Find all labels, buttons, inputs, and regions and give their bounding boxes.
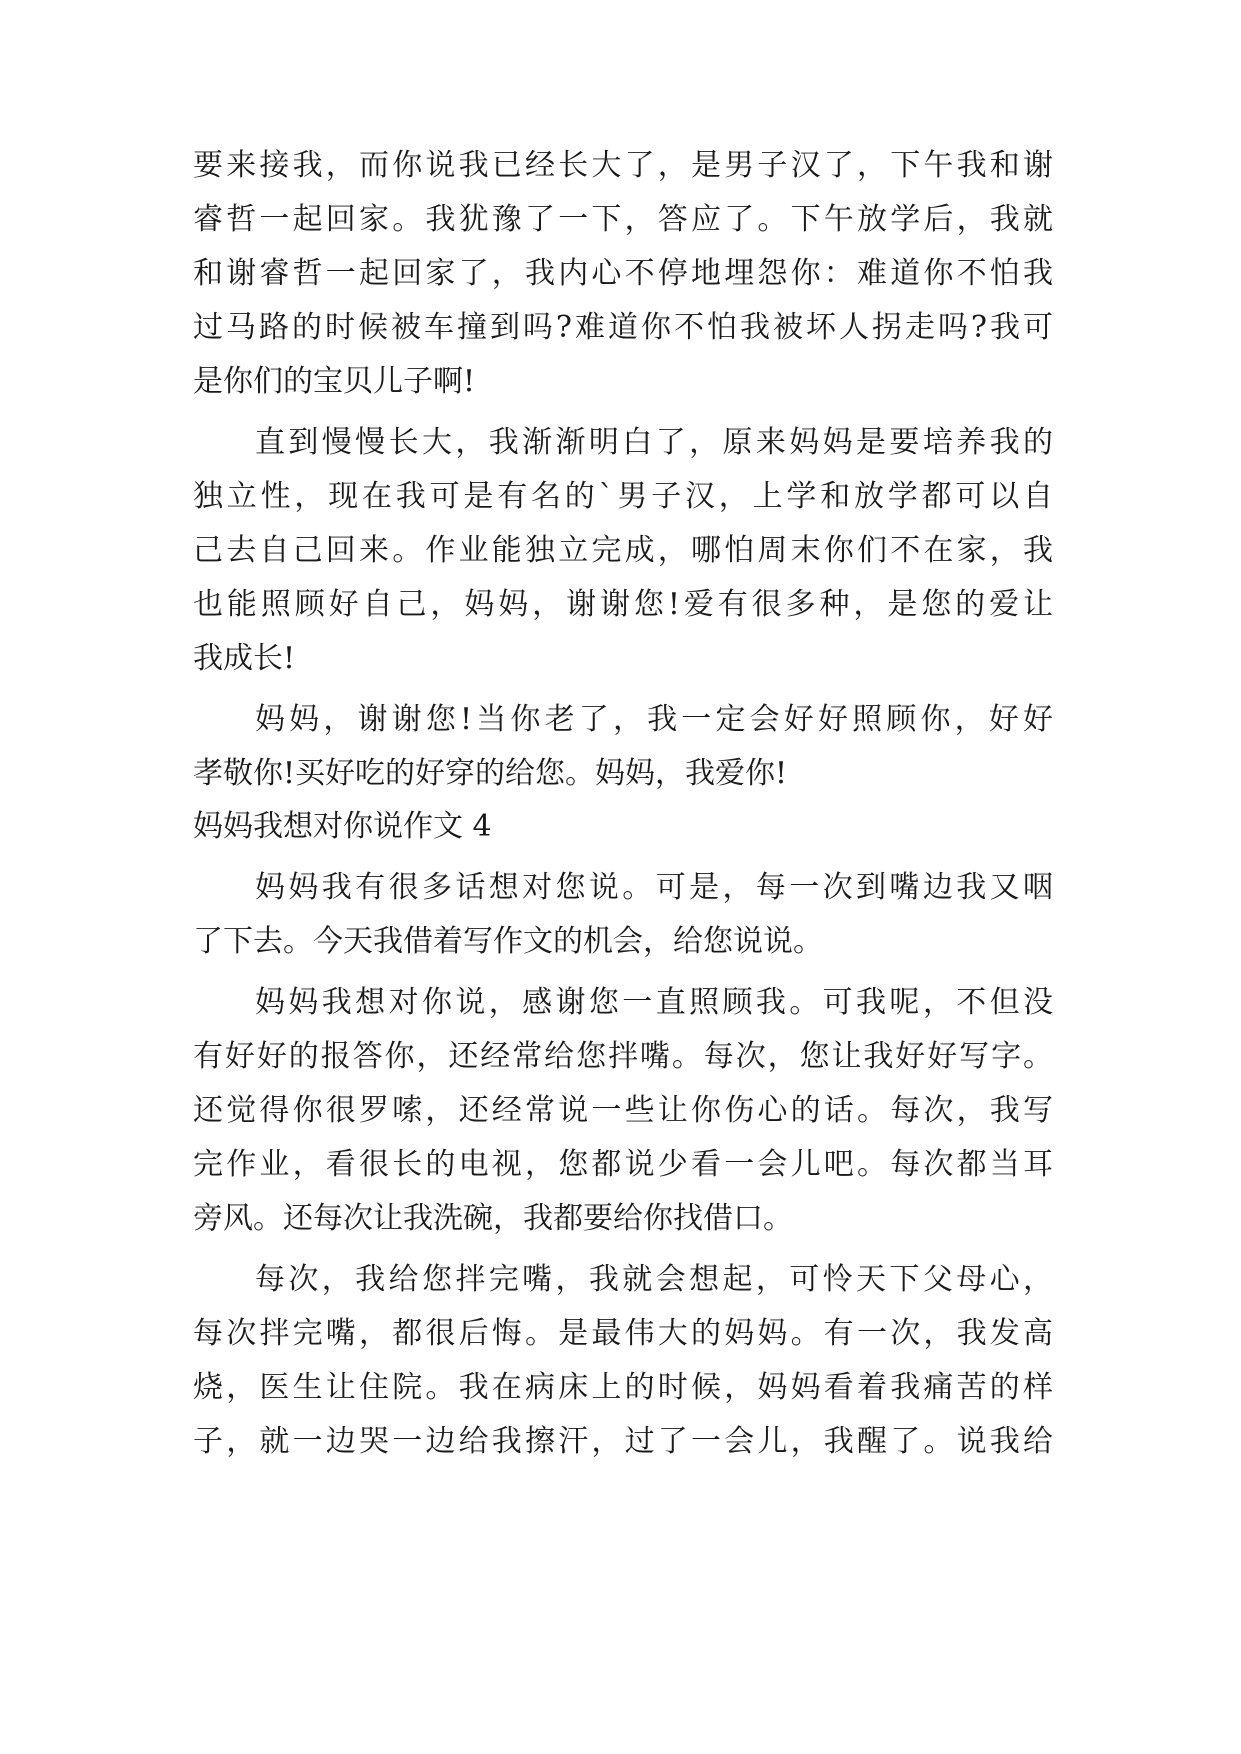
text-line: 有好好的报答你，还经常给您拌嘴。每次，您让我好好写字。 [193,1039,1053,1074]
text-line: 也能照顾好自己，妈妈，谢谢您!爱有很多种，是您的爱让 [193,587,1053,622]
text-line: 烧，医生让住院。我在病床上的时候，妈妈看着我痛苦的样 [193,1370,1053,1405]
text-line: 要来接我，而你说我已经长大了，是男子汉了，下午我和谢 [193,148,1053,183]
text-line: 了下去。今天我借着写作文的机会，给您说说。 [193,924,823,959]
text-line: 孝敬你!买好吃的好穿的给您。妈妈，我爱你! [193,756,788,791]
paragraph-first-line: 妈妈我想对你说，感谢您一直照顾我。可我呢，不但没 [255,985,1053,1020]
text-line: 和谢睿哲一起回家了，我内心不停地埋怨你：难道你不怕我 [193,256,1053,291]
text-line: 每次拌完嘴，都很后悔。是最伟大的妈妈。有一次，我发高 [193,1316,1053,1351]
text-line: 己去自己回来。作业能独立完成，哪怕周末你们不在家，我 [193,533,1053,568]
text-line: 我成长! [193,641,296,676]
paragraph-first-line: 妈妈我有很多话想对您说。可是，每一次到嘴边我又咽 [255,870,1053,905]
text-line: 独立性，现在我可是有名的`男子汉，上学和放学都可以自 [193,479,1053,514]
text-line: 子，就一边哭一边给我擦汗，过了一会儿，我醒了。说我给 [193,1424,1053,1459]
text-line: 睿哲一起回家。我犹豫了一下，答应了。下午放学后，我就 [193,202,1053,237]
text-line: 还觉得你很罗嗦，还经常说一些让你伤心的话。每次，我写 [193,1093,1053,1128]
text-line: 是你们的宝贝儿子啊! [193,364,476,399]
text-line: 过马路的时候被车撞到吗?难道你不怕我被坏人拐走吗?我可 [193,310,1053,345]
paragraph-first-line: 每次，我给您拌完嘴，我就会想起，可怜天下父母心， [255,1262,1053,1297]
section-heading: 妈妈我想对你说作文 4 [193,809,492,844]
paragraph-first-line: 妈妈，谢谢您!当你老了，我一定会好好照顾你，好好 [255,702,1053,737]
text-line: 完作业，看很长的电视，您都说少看一会儿吧。每次都当耳 [193,1147,1053,1182]
text-line: 旁风。还每次让我洗碗，我都要给你找借口。 [193,1201,793,1236]
paragraph-first-line: 直到慢慢长大，我渐渐明白了，原来妈妈是要培养我的 [255,425,1053,460]
